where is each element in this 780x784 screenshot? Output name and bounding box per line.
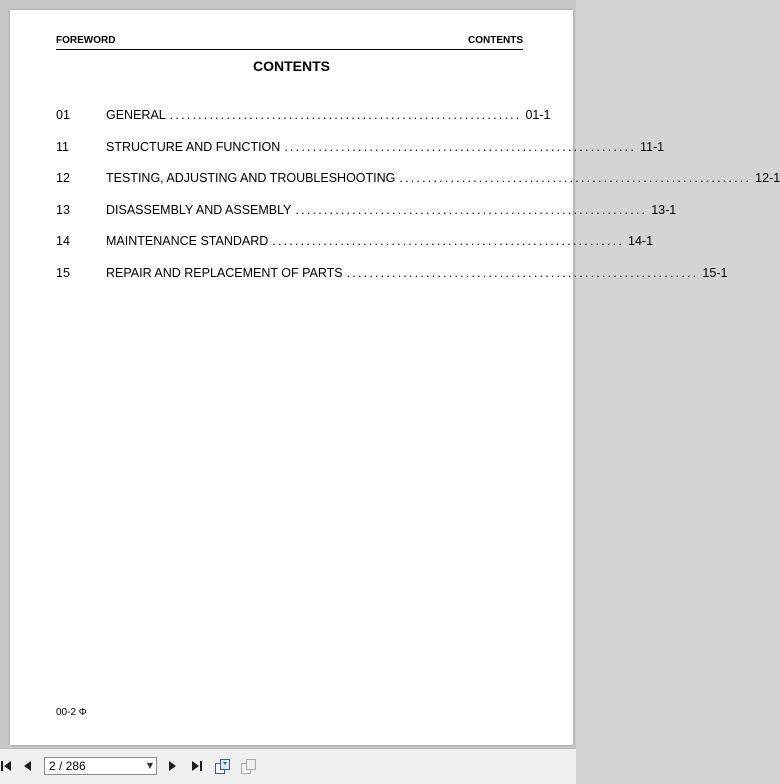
toc-leader: ..............................................................: [346, 265, 699, 280]
viewer-toolbar: [0, 748, 576, 784]
toc-page: 15-1: [702, 265, 728, 280]
toc-number: 12: [56, 171, 70, 185]
last-page-icon[interactable]: [188, 758, 204, 774]
toc-number: 13: [56, 202, 70, 217]
copy-disabled-icon: [240, 758, 256, 774]
toc-number: 01: [56, 108, 70, 122]
page-number-select[interactable]: [44, 757, 157, 775]
toc-row[interactable]: [56, 234, 654, 266]
header-left: FOREWORD: [56, 35, 116, 46]
toc-label: TESTING, ADJUSTING AND TROUBLESHOOTING: [106, 171, 396, 185]
toc-leader: ..............................................................: [295, 202, 648, 217]
document-page: [10, 10, 780, 745]
previous-page-icon[interactable]: [20, 758, 36, 774]
toc-leader: ..............................................................: [272, 234, 625, 248]
toc-label: DISASSEMBLY AND ASSEMBLY: [106, 202, 292, 217]
toc-row[interactable]: [56, 139, 665, 172]
toc-row[interactable]: [56, 202, 677, 235]
first-page-icon[interactable]: [0, 758, 16, 774]
page-title: CONTENTS: [253, 58, 330, 74]
toc-number: 14: [56, 234, 70, 248]
toc-page: 01-1: [525, 108, 551, 122]
toc-page: 11-1: [640, 139, 665, 154]
chevron-down-icon: ▼: [146, 761, 153, 770]
toc-label: STRUCTURE AND FUNCTION: [106, 139, 281, 154]
toc-number: 15: [56, 265, 70, 280]
toc-row[interactable]: [56, 171, 780, 203]
toc-page: 13-1: [651, 202, 677, 217]
toc-leader: ..............................................................: [169, 108, 522, 122]
toc-label: REPAIR AND REPLACEMENT OF PARTS: [106, 265, 343, 280]
toc-number: 11: [56, 139, 69, 154]
page-footer-code: 00-2 Φ: [56, 707, 87, 718]
toc-leader: ..............................................................: [399, 171, 752, 185]
toc-page: 14-1: [628, 234, 654, 248]
toc-row[interactable]: [56, 108, 551, 140]
page-indicator: 2 / 286: [49, 759, 86, 773]
table-of-contents: [56, 108, 780, 297]
toc-label: MAINTENANCE STANDARD: [106, 234, 269, 248]
toc-page: 12-1: [755, 171, 780, 185]
toc-leader: ..............................................................: [284, 139, 637, 154]
toc-row[interactable]: [56, 265, 728, 298]
toc-label: GENERAL: [106, 108, 166, 122]
next-page-icon[interactable]: [164, 758, 180, 774]
page-header: [56, 35, 523, 50]
copy-page-icon[interactable]: [214, 758, 230, 774]
header-right: CONTENTS: [468, 35, 523, 46]
